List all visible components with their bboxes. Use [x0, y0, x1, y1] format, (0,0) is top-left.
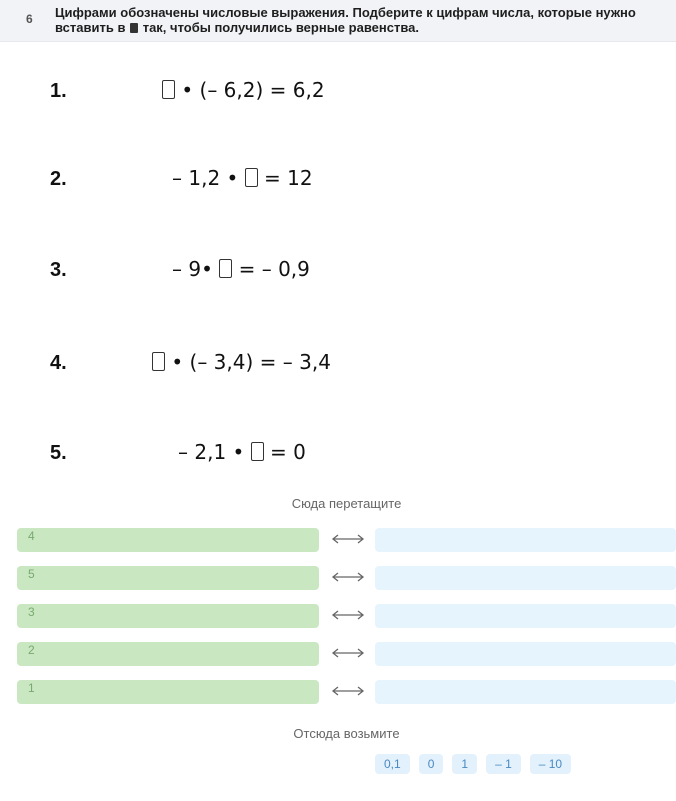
- equation-before: – 2,1 •: [178, 440, 251, 464]
- equation-before: – 1,2 •: [172, 166, 245, 190]
- match-pair-row: [0, 566, 676, 590]
- question-text: [55, 5, 673, 35]
- double-arrow-icon: [330, 570, 366, 584]
- double-arrow-icon: [330, 646, 366, 660]
- match-label-slot: 3: [17, 604, 319, 628]
- equation-number: 3.: [50, 259, 67, 281]
- blank-box-icon: [152, 352, 165, 371]
- question-header: [0, 0, 676, 42]
- drop-target-slot[interactable]: [375, 604, 676, 628]
- match-label-slot: 5: [17, 566, 319, 590]
- answer-chip[interactable]: – 1: [486, 754, 521, 774]
- answer-chip[interactable]: 0: [419, 754, 444, 774]
- placeholder-box-icon: [130, 23, 138, 33]
- drop-target-slot[interactable]: [375, 528, 676, 552]
- match-pair-row: [0, 528, 676, 552]
- match-pair-row: [0, 604, 676, 628]
- equation-row: [0, 434, 676, 474]
- match-label-slot: 4: [17, 528, 319, 552]
- answer-chip[interactable]: – 10: [530, 754, 571, 774]
- equation-after: = – 0,9: [232, 257, 310, 281]
- source-area-title: Отсюда возьмите: [293, 726, 400, 741]
- equation-after: = 0: [263, 440, 306, 464]
- drop-target-slot[interactable]: [375, 566, 676, 590]
- answer-chip[interactable]: 0,1: [375, 754, 410, 774]
- equation-expression: [152, 350, 331, 374]
- equation-number: 5.: [50, 442, 67, 464]
- match-label-slot: 2: [17, 642, 319, 666]
- match-label-slot: 1: [17, 680, 319, 704]
- drop-target-slot[interactable]: [375, 680, 676, 704]
- match-pair-row: [0, 680, 676, 704]
- answer-chip[interactable]: 1: [452, 754, 477, 774]
- equation-number: 4.: [50, 352, 67, 374]
- equation-row: [0, 344, 676, 384]
- equations-image: [0, 60, 676, 480]
- equation-after: • (– 3,4) = – 3,4: [165, 350, 331, 374]
- double-arrow-icon: [330, 608, 366, 622]
- blank-box-icon: [251, 442, 264, 461]
- equation-expression: [172, 257, 310, 281]
- equation-after: = 12: [257, 166, 313, 190]
- equation-expression: [172, 166, 313, 190]
- equation-expression: [178, 440, 306, 464]
- drop-area-title: Сюда перетащите: [291, 496, 402, 511]
- double-arrow-icon: [330, 684, 366, 698]
- question-text-after: так, чтобы получились верные равенства.: [142, 20, 419, 35]
- equation-number: 2.: [50, 168, 67, 190]
- equation-row: [0, 160, 676, 200]
- equation-before: – 9•: [172, 257, 220, 281]
- equation-number: 1.: [50, 80, 67, 102]
- double-arrow-icon: [330, 532, 366, 546]
- answer-chips: [375, 754, 571, 774]
- question-number: 6: [26, 12, 33, 26]
- drop-target-slot[interactable]: [375, 642, 676, 666]
- equation-after: • (– 6,2) = 6,2: [175, 78, 325, 102]
- blank-box-icon: [219, 259, 232, 278]
- match-pair-row: [0, 642, 676, 666]
- equation-row: [0, 72, 676, 112]
- equation-row: [0, 251, 676, 291]
- equation-expression: [162, 78, 325, 102]
- question-text-before: Цифрами обозначены числовые выражения. Подберите к цифрам числа, которые нужно вставить в: [55, 5, 636, 35]
- blank-box-icon: [245, 168, 258, 187]
- blank-box-icon: [162, 80, 175, 99]
